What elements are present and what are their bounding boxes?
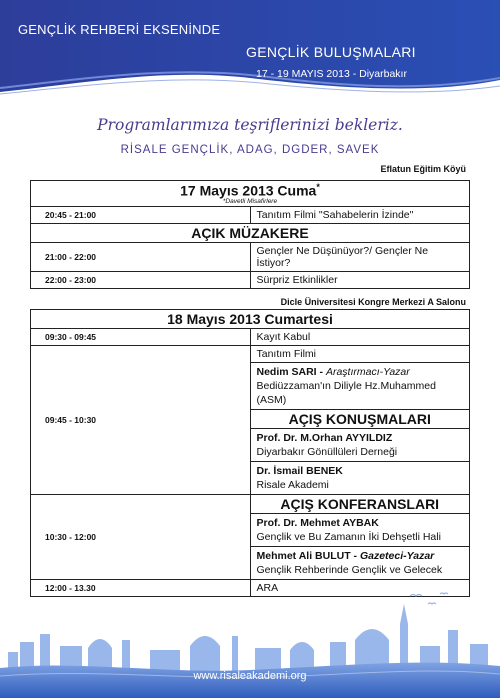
header-banner [0, 0, 500, 100]
time-cell: 10:30 - 12:00 [31, 495, 251, 580]
organizers: RİSALE GENÇLİK, ADAG, DGDER, SAVEK [120, 144, 380, 156]
speaker-role: Araştırmacı-Yazar [325, 366, 410, 378]
day1-note: *Davetli Misafirlere [222, 197, 278, 205]
time-cell: 20:45 - 21:00 [31, 206, 251, 223]
event-cell: Sürpriz Etkinlikler [250, 271, 470, 288]
speaker-cell [250, 429, 470, 462]
speaker-topic: Bediüzzaman'ın Diliyle Hz.Muhammed (ASM) [256, 380, 436, 406]
speaker-name: Prof. Dr. M.Orhan AYYILDIZ [256, 432, 393, 444]
speaker-role: Gazeteci-Yazar [359, 550, 435, 562]
speaker-name: Dr. İsmail BENEK [256, 465, 343, 477]
event-cell: ARA [250, 580, 470, 597]
table-row [31, 242, 470, 271]
footer-url: www.risaleakademi.org [193, 670, 307, 682]
header-date-place: 17 - 19 MAYIS 2013 - Diyarbakır [256, 68, 407, 80]
time-cell: 09:45 - 10:30 [31, 346, 251, 495]
speaker-name: Nedim SARI - [256, 366, 326, 378]
speaker-topic: Gençlik Rehberinde Gençlik ve Gelecek [256, 564, 443, 576]
speaker-cell [250, 363, 470, 410]
time-cell: 12:00 - 13.30 [31, 580, 251, 597]
speaker-org: Risale Akademi [256, 479, 329, 491]
day1-venue: Eflatun Eğitim Köyü [380, 164, 466, 174]
day2-title-row [31, 310, 470, 329]
day1-title-mark: * [316, 182, 320, 192]
table-row [31, 271, 470, 288]
table-row [31, 206, 470, 223]
event-cell: Tanıtım Filmi [250, 346, 470, 363]
speaker-org: Diyarbakır Gönüllüleri Derneği [256, 446, 398, 458]
day2-schedule-table [30, 309, 470, 597]
section-heading: AÇIŞ KONUŞMALARI [250, 410, 470, 429]
speaker-topic: Gençlik ve Bu Zamanın İki Dehşetli Hali [256, 531, 441, 543]
speaker-name: Mehmet Ali BULUT - [256, 550, 360, 562]
time-cell: 22:00 - 23:00 [31, 271, 251, 288]
day1-title: 17 Mayıs 2013 Cuma [180, 182, 317, 199]
event-cell: Kayıt Kabul [250, 329, 470, 346]
day1-title-row [31, 181, 470, 207]
time-cell: 09:30 - 09:45 [31, 329, 251, 346]
section-row [31, 495, 470, 514]
day1-title-cell [31, 181, 470, 207]
speaker-cell [250, 514, 470, 547]
speaker-cell [250, 547, 470, 580]
time-cell: 21:00 - 22:00 [31, 242, 251, 271]
section-heading: AÇIŞ KONFERANSLARI [250, 495, 470, 514]
speaker-cell [250, 462, 470, 495]
footer-skyline [0, 590, 500, 698]
section-heading: AÇIK MÜZAKERE [31, 223, 470, 242]
day2-venue: Dicle Üniversitesi Kongre Merkezi A Salonu [280, 297, 466, 307]
event-cell: Tanıtım Filmi "Sahabelerin İzinde" [250, 206, 470, 223]
section-row [31, 223, 470, 242]
day1-schedule-table [30, 180, 470, 289]
event-cell: Gençler Ne Düşünüyor?/ Gençler Ne İstiyor? [250, 242, 470, 271]
speaker-name: Prof. Dr. Mehmet AYBAK [256, 517, 379, 529]
table-row [31, 346, 470, 363]
header-subtitle: GENÇLİK REHBERİ EKSENİNDE [18, 22, 221, 37]
table-row [31, 329, 470, 346]
invitation-text: Programlarımıza teşriflerinizi bekleriz. [97, 116, 403, 134]
day2-title: 18 Mayıs 2013 Cumartesi [31, 310, 470, 329]
header-title: GENÇLİK BULUŞMALARI [246, 44, 416, 60]
